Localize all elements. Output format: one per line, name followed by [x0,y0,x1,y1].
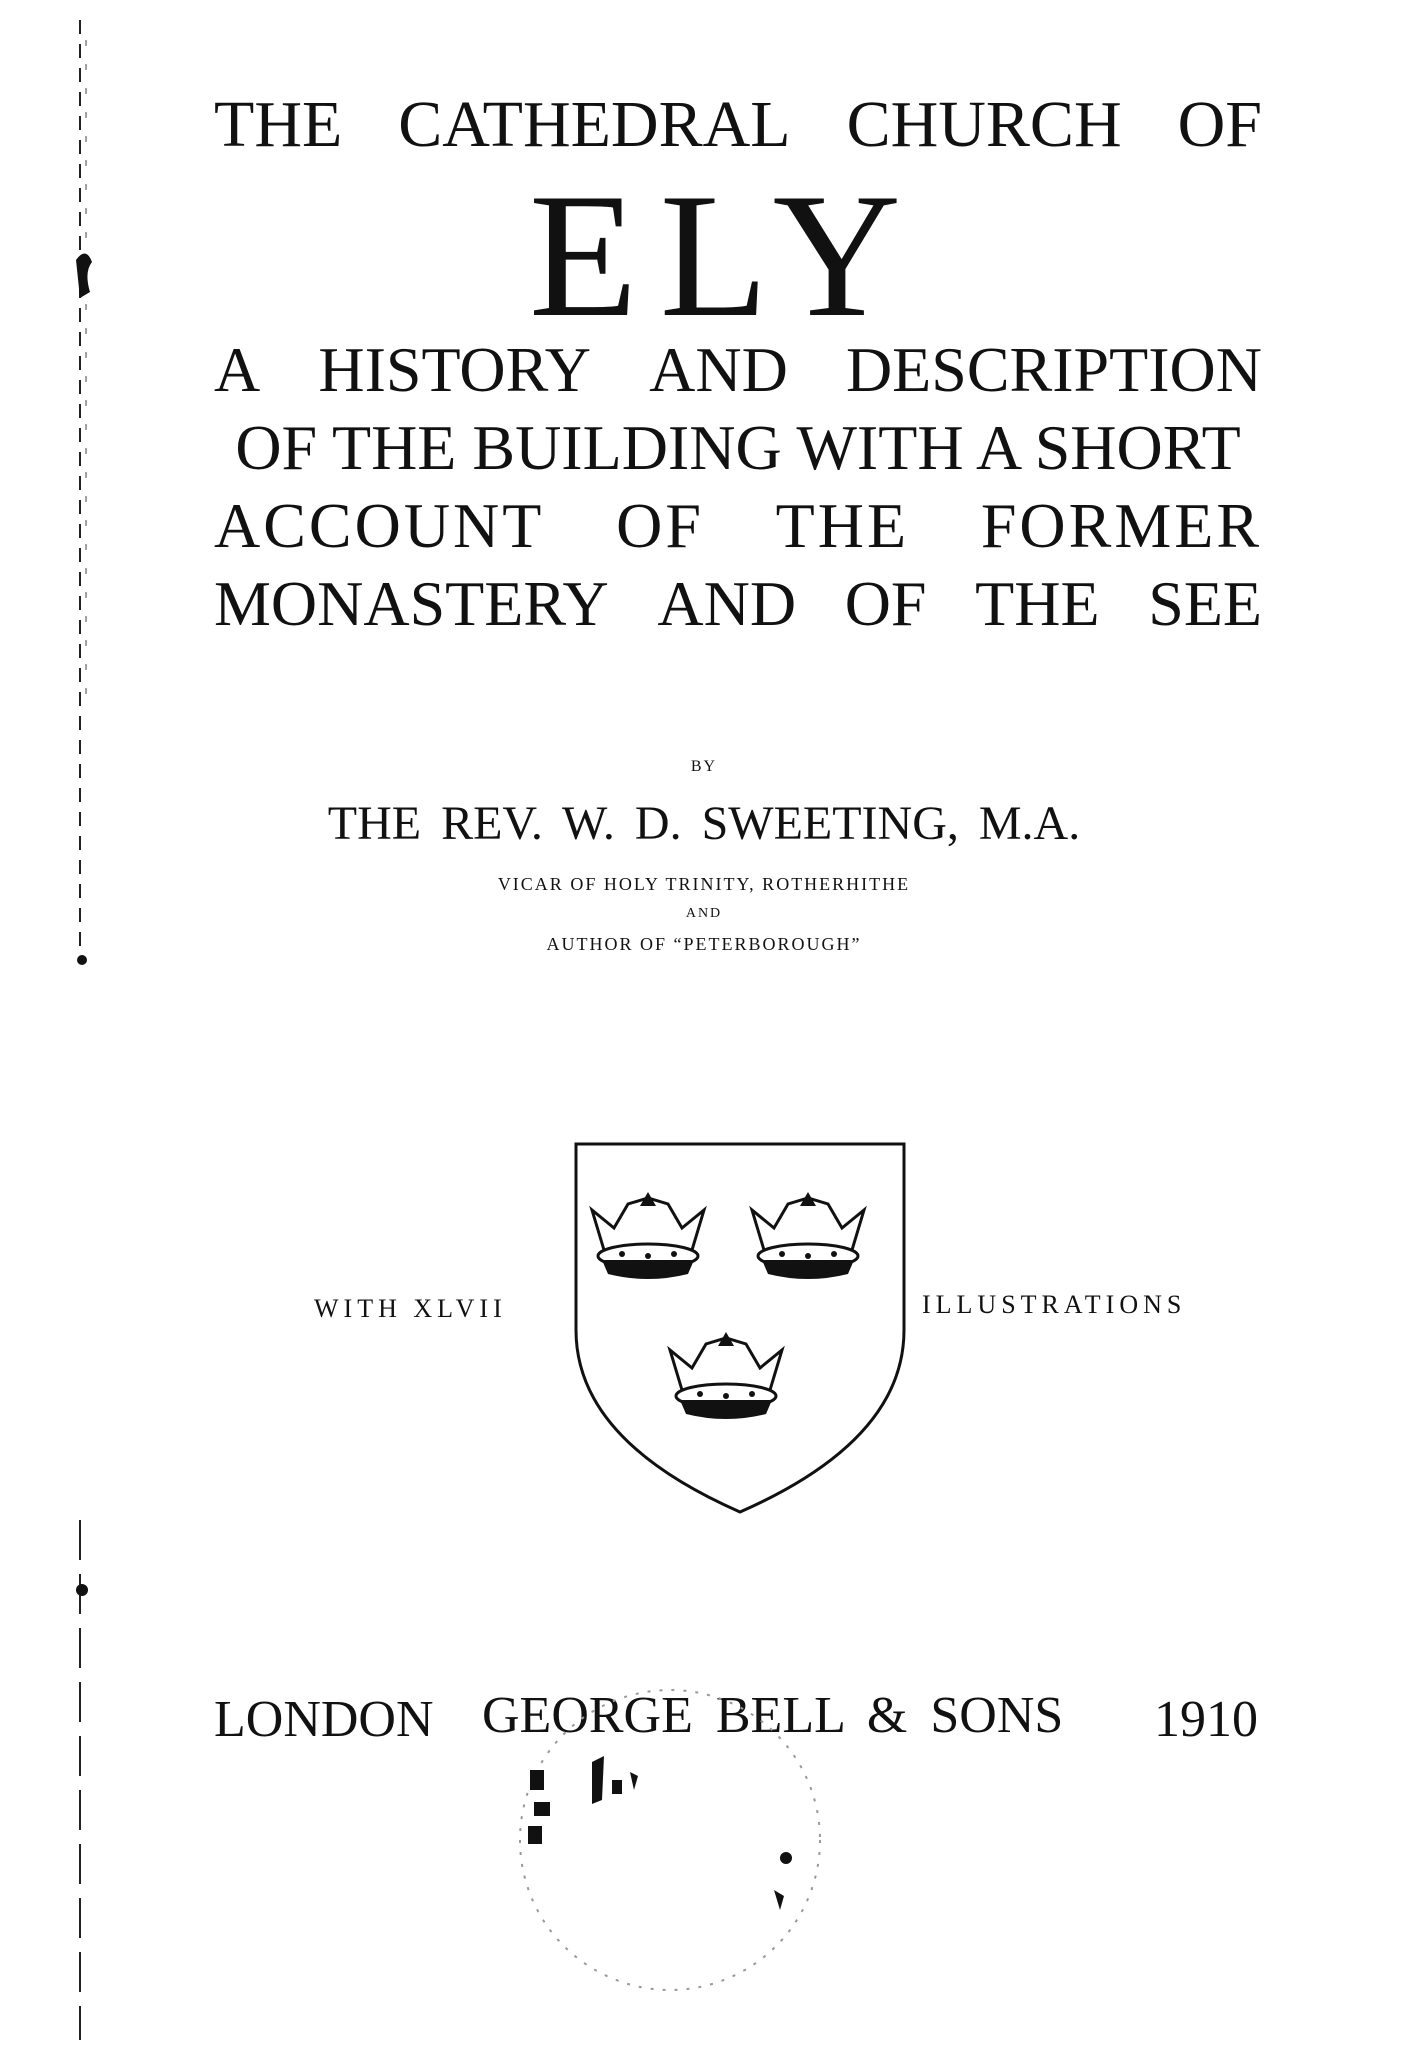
subtitle-line-2 [214,412,1262,483]
author-position: VICAR OF HOLY TRINITY, ROTHERHITHE [497,874,911,894]
subtitle-word: OF [616,490,704,561]
title-word: THE [214,88,343,161]
main-title: ELY [528,156,924,354]
imprint-publisher: GEORGE BELL & SONS [482,1687,1064,1744]
subtitle-word: ACCOUNT [214,490,545,561]
imprint-year: 1910 [1154,1691,1258,1748]
title-line-1 [214,88,1262,161]
subtitle-word: A [214,334,261,405]
author-name: THE REV. W. D. SWEETING, M.A. [327,797,1081,850]
subtitle-word: DESCRIPTION [845,334,1262,405]
author-other-work: AUTHOR OF “PETERBOROUGH” [546,934,862,954]
illustrations-left: WITH XLVII [314,1294,507,1323]
subtitle-word: FORMER [980,490,1262,561]
by-label: BY [690,758,718,775]
subtitle-line-3 [214,490,1262,561]
subtitle-word: AND [657,568,797,639]
subtitle-line-1 [214,334,1262,405]
imprint-place: LONDON [214,1691,434,1748]
illustrations-right: ILLUSTRATIONS [922,1290,1187,1319]
subtitle-word: THE [975,568,1100,639]
subtitle-word: THE [775,490,910,561]
subtitle-word: AND [649,334,788,405]
subtitle-word: SEE [1148,568,1262,639]
subtitle-word: HISTORY [318,334,592,405]
title-word: OF [1177,88,1262,161]
and-label: AND [685,906,723,921]
subtitle-word: OF [844,568,927,639]
ely-arms-shield [572,1140,908,1516]
subtitle-line-4 [214,568,1262,639]
subtitle-word: MONASTERY [214,568,609,639]
library-stamp [500,1660,830,2020]
subtitle-text: OF THE BUILDING WITH A SHORT [235,412,1241,483]
title-word: CHURCH [846,88,1122,161]
title-word: CATHEDRAL [398,88,791,161]
